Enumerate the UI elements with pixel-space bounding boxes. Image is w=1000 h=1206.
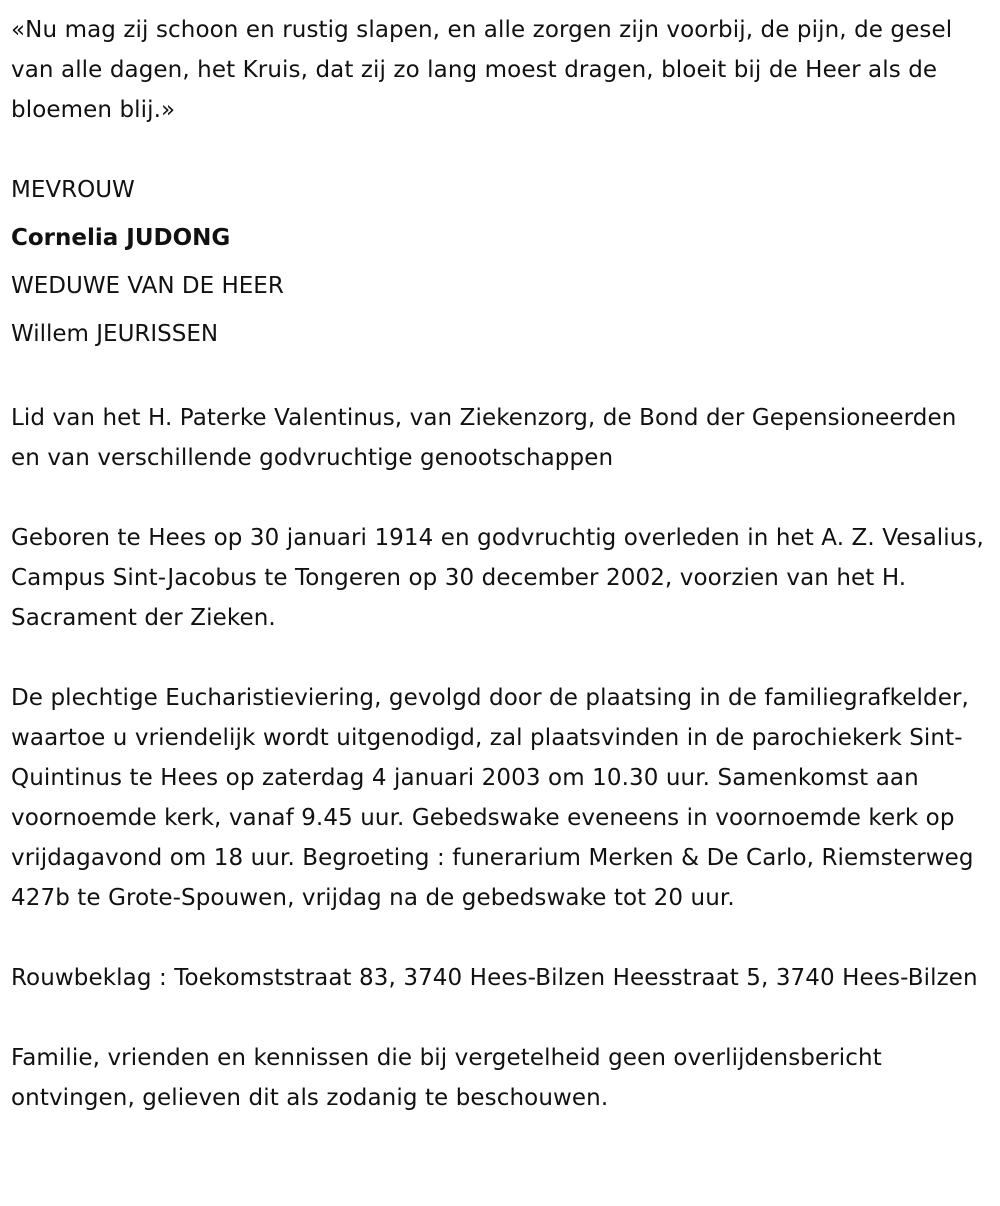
birth-death-paragraph: Geboren te Hees op 30 januari 1914 en godvruchtig overleden in het A. Z. Vesalius, Campus Sint-Jacobus te Tongeren op 30 december 2002, voorzien van het H. Sacrament der Zieken. [11, 525, 984, 631]
opening-quote: «Nu mag zij schoon en rustig slapen, en alle zorgen zijn voorbij, de pijn, de gesel van alle dagen, het Kruis, dat zij zo lang moest dragen, bloeit bij de Heer als de bloemen blij.» [11, 17, 953, 123]
ceremony-paragraph: De plechtige Eucharistieviering, gevolgd door de plaatsing in de familiegrafkelder, waartoe u vriendelijk wordt uitgenodigd, zal plaatsvinden in de parochiekerk Sint-Quintinus te Hees op zaterdag 4 januari 2003 om 10.30 uur. Samenkomst aan voornoemde kerk, vanaf 9.45 uur. Gebedswake eveneens in voornoemde kerk op vrijdagavond om 18 uur. Begroeting : funerarium Merken & De Carlo, Riemsterweg 427b te Grote-Spouwen, vrijdag na de gebedswake tot 20 uur. [11, 685, 974, 911]
deceased-identity-block [11, 166, 990, 358]
deceased-name: Cornelia JUDONG [11, 225, 231, 251]
mourning-address-paragraph: Rouwbeklag : Toekomststraat 83, 3740 Hees-Bilzen Heesstraat 5, 3740 Hees-Bilzen [11, 965, 978, 991]
closing-paragraph: Familie, vrienden en kennissen die bij vergetelheid geen overlijdensbericht ontvingen, gelieven dit als zodanig te beschouwen. [11, 1045, 882, 1111]
honorific-title: MEVROUW [11, 177, 135, 203]
spouse-name: Willem JEURISSEN [11, 321, 219, 347]
membership-paragraph: Lid van het H. Paterke Valentinus, van Ziekenzorg, de Bond der Gepensioneerden en van verschillende godvruchtige genootschappen [11, 405, 957, 471]
relation-label: WEDUWE VAN DE HEER [11, 273, 284, 299]
